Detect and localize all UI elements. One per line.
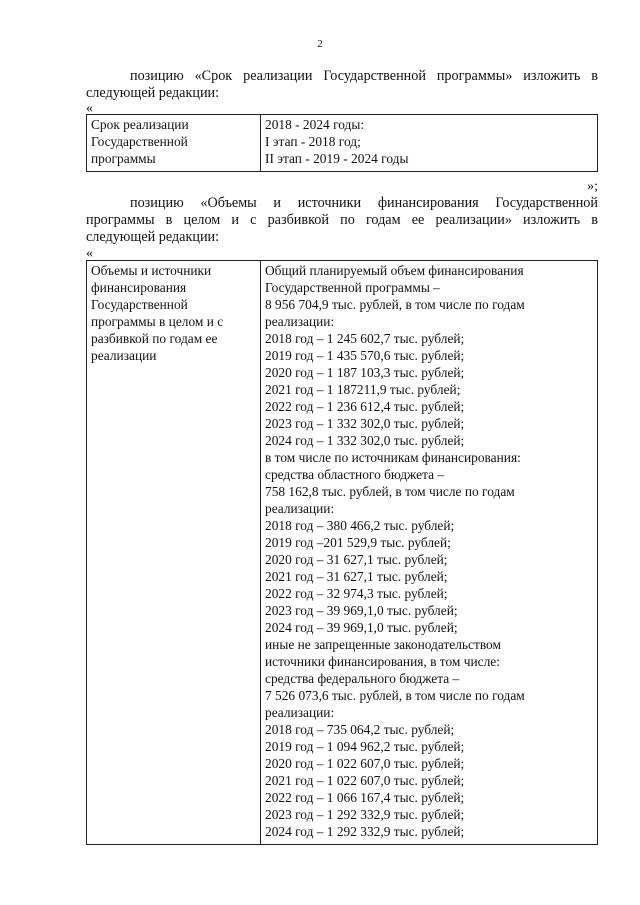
section1-value-cell: [261, 115, 598, 172]
label-line: разбивкой по годам ее: [91, 331, 218, 346]
label-line: Объемы и источники: [91, 263, 212, 278]
value-line: Государственной программы –: [265, 280, 440, 295]
section2-open-quote: «: [86, 246, 93, 261]
value-line: 2018 год – 380 466,2 тыс. рублей;: [265, 518, 455, 533]
value-line: 2020 год – 31 627,1 тыс. рублей;: [265, 552, 448, 567]
section2-label-cell: [87, 261, 261, 845]
value-line: средства федерального бюджета –: [265, 671, 460, 686]
value-line: II этап - 2019 - 2024 годы: [265, 151, 409, 166]
label-line: реализации: [91, 348, 157, 363]
value-line: источники финансирования, в том числе:: [265, 654, 500, 669]
value-line: 2019 год –201 529,9 тыс. рублей;: [265, 535, 451, 550]
table-row: [87, 115, 598, 172]
value-line: 2019 год – 1 094 962,2 тыс. рублей;: [265, 739, 465, 754]
value-line: 7 526 073,6 тыс. рублей, в том числе по годам: [265, 688, 525, 703]
value-line: 2019 год – 1 435 570,6 тыс. рублей;: [265, 348, 465, 363]
section2-value-cell: [261, 261, 598, 845]
page-number: 2: [317, 38, 323, 50]
label-line: программы в целом и с: [91, 314, 224, 329]
value-line: иные не запрещенные законодательством: [265, 637, 501, 652]
value-line: 2021 год – 31 627,1 тыс. рублей;: [265, 569, 448, 584]
value-line: средства областного бюджета –: [265, 467, 445, 482]
label-line: программы: [91, 151, 156, 166]
value-line: реализации:: [265, 705, 335, 720]
value-line: 758 162,8 тыс. рублей, в том числе по годам: [265, 484, 515, 499]
value-line: 2018 год – 735 064,2 тыс. рублей;: [265, 722, 455, 737]
value-line: в том числе по источникам финансирования:: [265, 450, 521, 465]
value-line: реализации:: [265, 501, 335, 516]
section1-label-cell: [87, 115, 261, 172]
value-line: 2023 год – 1 292 332,9 тыс. рублей;: [265, 807, 465, 822]
value-line: 2020 год – 1 187 103,3 тыс. рублей;: [265, 365, 465, 380]
value-line: 2022 год – 1 236 612,4 тыс. рублей;: [265, 399, 465, 414]
value-line: Общий планируемый объем финансирования: [265, 263, 524, 278]
section1-open-quote: «: [86, 101, 93, 116]
section1-intro: [86, 68, 598, 102]
section2-intro-line1: позицию «Объемы и источники финансирования Государственной: [130, 195, 598, 211]
value-line: 2022 год – 1 066 167,4 тыс. рублей;: [265, 790, 465, 805]
section1-intro-line2: следующей редакции:: [86, 85, 220, 101]
section1-table: [86, 114, 598, 172]
label-line: Государственной: [91, 134, 188, 149]
section2-intro: [86, 195, 598, 246]
value-line: 2024 год – 39 969,1,0 тыс. рублей;: [265, 620, 458, 635]
section2-table: [86, 260, 598, 845]
section2-intro-line3: следующей редакции:: [86, 229, 220, 245]
value-line: 2022 год – 32 974,3 тыс. рублей;: [265, 586, 448, 601]
label-line: Срок реализации: [91, 117, 189, 132]
section1-close-quote: »;: [587, 179, 598, 194]
label-line: финансирования: [91, 280, 187, 295]
value-line: 2024 год – 1 292 332,9 тыс. рублей;: [265, 824, 465, 839]
value-line: 2020 год – 1 022 607,0 тыс. рублей;: [265, 756, 465, 771]
value-line: реализации:: [265, 314, 335, 329]
value-line: 2023 год – 39 969,1,0 тыс. рублей;: [265, 603, 458, 618]
value-line: I этап - 2018 год;: [265, 134, 361, 149]
section1-intro-line1: позицию «Срок реализации Государственной программы» изложить в: [130, 68, 598, 84]
value-line: 2021 год – 1 022 607,0 тыс. рублей;: [265, 773, 465, 788]
value-line: 8 956 704,9 тыс. рублей, в том числе по годам: [265, 297, 525, 312]
value-line: 2018 год – 1 245 602,7 тыс. рублей;: [265, 331, 465, 346]
value-line: 2021 год – 1 187211,9 тыс. рублей;: [265, 382, 461, 397]
table-row: [87, 261, 598, 845]
section2-intro-line2: программы в целом и с разбивкой по годам ее реализации» изложить в: [86, 212, 598, 228]
value-line: 2018 - 2024 годы:: [265, 117, 365, 132]
value-line: 2024 год – 1 332 302,0 тыс. рублей;: [265, 433, 465, 448]
value-line: 2023 год – 1 332 302,0 тыс. рублей;: [265, 416, 465, 431]
label-line: Государственной: [91, 297, 188, 312]
